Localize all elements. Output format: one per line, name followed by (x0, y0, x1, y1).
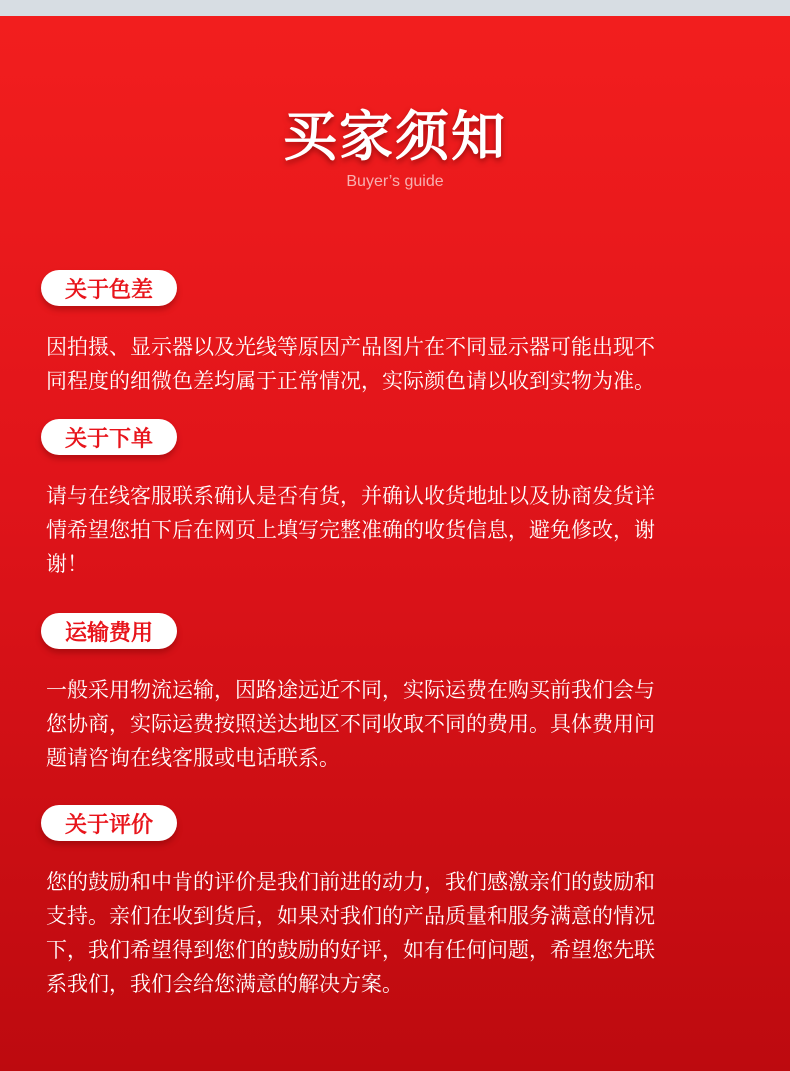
section-body (46, 865, 750, 1001)
section-body (46, 479, 750, 581)
page-subtitle: Buyer’s guide (346, 173, 444, 190)
body-line: 一般采用物流运输，因路途远近不同，实际运费在购买前我们会与 (46, 678, 655, 702)
section-heading: 关于评价 (64, 812, 153, 838)
section-heading: 运输费用 (64, 620, 153, 646)
section-heading-badge (41, 270, 177, 306)
body-line: 下，我们希望得到您们的鼓励的好评，如有任何问题，希望您先联 (46, 938, 655, 962)
section-heading-badge (41, 613, 177, 649)
body-line: 您协商，实际运费按照送达地区不同收取不同的费用。具体费用问 (46, 712, 655, 736)
section-heading: 关于色差 (64, 277, 153, 303)
section-heading: 关于下单 (64, 426, 153, 452)
body-line: 系我们，我们会给您满意的解决方案。 (46, 972, 403, 996)
section-body (46, 673, 750, 775)
section-body (46, 330, 750, 398)
body-line: 同程度的细微色差均属于正常情况，实际颜色请以收到实物为准。 (46, 369, 655, 393)
body-line: 请与在线客服联系确认是否有货，并确认收货地址以及协商发货详 (46, 484, 655, 508)
section-heading-badge (41, 805, 177, 841)
body-line: 情希望您拍下后在网页上填写完整准确的收货信息，避免修改，谢 (46, 518, 655, 542)
body-line: 因拍摄、显示器以及光线等原因产品图片在不同显示器可能出现不 (46, 335, 655, 359)
body-line: 支持。亲们在收到货后，如果对我们的产品质量和服务满意的情况 (46, 904, 655, 928)
page-title: 买家须知 (283, 105, 507, 168)
section-heading-badge (41, 419, 177, 455)
body-line: 题请咨询在线客服或电话联系。 (46, 746, 340, 770)
buyer-guide-panel (0, 16, 790, 1071)
body-line: 谢！ (46, 552, 88, 576)
body-line: 您的鼓励和中肯的评价是我们前进的动力，我们感激亲们的鼓励和 (46, 870, 655, 894)
